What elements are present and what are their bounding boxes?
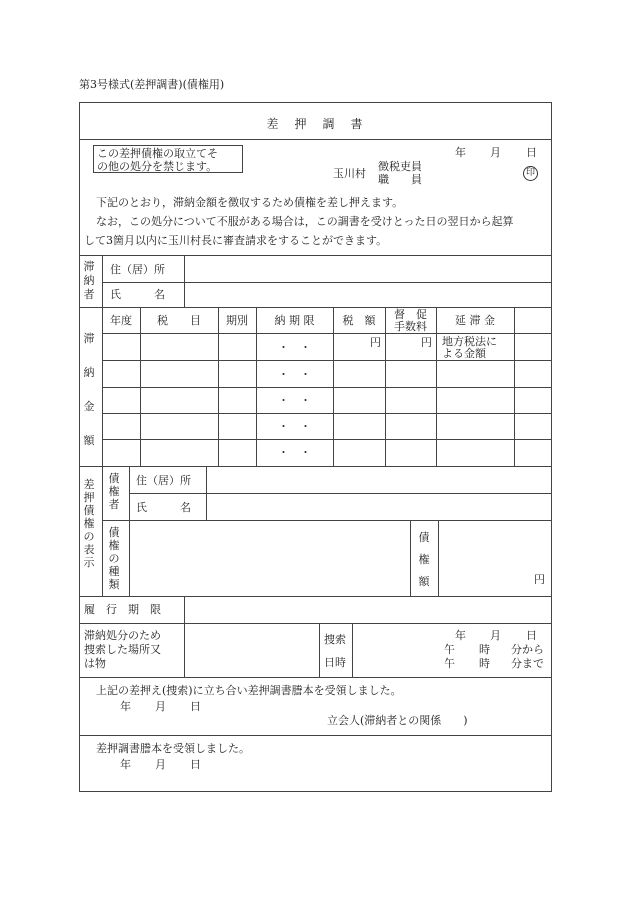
claim-amount-label: 債権額 [418,531,430,588]
body-line-1: 下記のとおり，滞納金額を徴収するため債権を差し押えます。 [96,196,404,209]
due-date-dots-1: ・ ・ [278,341,311,354]
col-period: 期別 [226,314,248,327]
search-label: 捜索 [324,633,346,646]
seized-section-label: 差押債権の表示 [83,478,95,569]
col-due-date: 納 期 限 [274,314,315,327]
witness-month: 月 [155,700,166,713]
late-fee-note-1: 地方税法に [442,335,497,348]
search-ampm-to: 午 [444,657,455,670]
witness-day: 日 [190,700,201,713]
search-min-to: 分まで [511,657,544,670]
header-year: 年 [455,146,466,159]
header-month: 月 [490,146,501,159]
witness-sign: 立会人(滞納者との関係 ) [327,714,468,727]
notice-line-1: この差押債権の取立てそ [97,147,218,160]
receipt-text: 差押調書謄本を受領しました。 [96,742,250,755]
village-name: 玉川村 [333,167,366,180]
officer-role: 徴税吏員 [378,160,422,173]
seal-mark: 印 [523,166,538,181]
due-date-dots-4: ・ ・ [278,420,311,433]
receipt-day: 日 [190,758,201,771]
debtor-label: 債権者 [108,472,120,511]
witness-text: 上記の差押え(捜索)に立ち合い差押調書謄本を受領しました。 [96,684,402,697]
receipt-year: 年 [120,758,131,771]
search-month: 月 [490,629,501,642]
datetime-label: 日時 [324,656,346,669]
debtor-name-label: 氏 名 [136,501,191,514]
header-day: 日 [526,146,537,159]
tax-amount-yen: 円 [370,336,381,349]
performance-deadline-label: 履 行 期 限 [84,603,161,616]
search-year: 年 [455,629,466,642]
due-date-dots-3: ・ ・ [278,394,311,407]
body-line-2: なお，この処分について不服がある場合は，この調書を受けとった日の翌日から起算 [96,215,514,228]
col-tax-amount: 税 額 [342,314,376,327]
fee-yen: 円 [421,336,432,349]
page-title: 差 押 調 書 [266,117,365,131]
due-date-dots-5: ・ ・ [278,446,311,459]
witness-year: 年 [120,700,131,713]
col-late-fee: 延 滞 金 [455,314,495,327]
delinquent-address-label: 住（居）所 [110,263,165,276]
form-code: 第3号様式(差押調書)(債権用) [79,78,225,91]
receipt-month: 月 [155,758,166,771]
amount-section-label: 滞納金額 [83,332,95,447]
delinquent-name-label: 氏 名 [110,288,165,301]
due-date-dots-2: ・ ・ [278,368,311,381]
claim-type-label: 債権の種類 [108,526,120,591]
search-place-line-1: 滞納処分のため [84,629,161,642]
search-min-from: 分から [511,643,544,656]
search-hour-to: 時 [479,657,490,670]
body-line-3: して3箇月以内に玉川村長に審査請求をすることができます。 [84,234,388,247]
search-place-line-3: は物 [84,657,106,670]
col-year: 年度 [110,314,132,327]
officer-title: 職 員 [378,173,422,186]
col-fee-line-2: 手数料 [394,320,427,333]
search-hour-from: 時 [479,643,490,656]
notice-line-2: の他の処分を禁じます。 [97,160,218,173]
claim-yen: 円 [534,573,545,586]
col-fee-line-1: 督 促 [394,308,427,321]
late-fee-note-2: よる金額 [442,347,486,360]
search-place-line-2: 捜索した場所又 [84,643,161,656]
delinquent-label: 滞納者 [83,260,95,301]
debtor-address-label: 住（居）所 [136,474,191,487]
col-tax-item: 税 目 [157,314,201,327]
search-day: 日 [526,629,537,642]
search-ampm-from: 午 [444,643,455,656]
